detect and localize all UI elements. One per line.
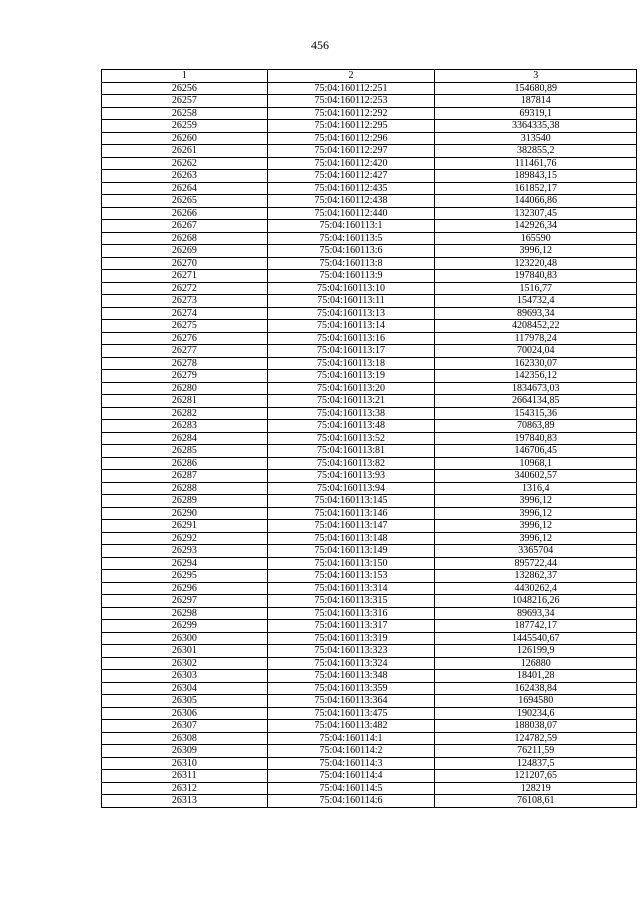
row-number-cell: 26278 — [102, 357, 268, 370]
table-row — [102, 370, 637, 383]
value-cell: 154732,4 — [435, 295, 637, 308]
value-cell: 121207,65 — [435, 770, 637, 783]
cadastral-number-cell: 75:04:160113:17 — [267, 345, 435, 358]
row-number-cell: 26285 — [102, 445, 268, 458]
table-row — [102, 620, 637, 633]
value-cell: 1316,4 — [435, 482, 637, 495]
cadastral-number-cell: 75:04:160113:93 — [267, 470, 435, 483]
row-number-cell: 26258 — [102, 107, 268, 120]
row-number-cell: 26277 — [102, 345, 268, 358]
cadastral-number-cell: 75:04:160113:20 — [267, 382, 435, 395]
table-row — [102, 195, 637, 208]
value-cell: 124782,59 — [435, 732, 637, 745]
row-number-cell: 26267 — [102, 220, 268, 233]
table-row — [102, 670, 637, 683]
row-number-cell: 26300 — [102, 632, 268, 645]
value-cell: 1048216,26 — [435, 595, 637, 608]
cadastral-number-cell: 75:04:160113:81 — [267, 445, 435, 458]
table-row — [102, 132, 637, 145]
value-cell: 895722,44 — [435, 557, 637, 570]
table-row — [102, 657, 637, 670]
table-row — [102, 470, 637, 483]
cadastral-number-cell: 75:04:160113:149 — [267, 545, 435, 558]
table-row — [102, 82, 637, 95]
table-row — [102, 632, 637, 645]
table-row — [102, 682, 637, 695]
table-row — [102, 770, 637, 783]
row-number-cell: 26284 — [102, 432, 268, 445]
value-cell: 161852,17 — [435, 182, 637, 195]
row-number-cell: 26283 — [102, 420, 268, 433]
row-number-cell: 26280 — [102, 382, 268, 395]
table-row — [102, 107, 637, 120]
cadastral-number-cell: 75:04:160113:317 — [267, 620, 435, 633]
value-cell: 4208452,22 — [435, 320, 637, 333]
table-row — [102, 795, 637, 808]
cadastral-number-cell: 75:04:160112:253 — [267, 95, 435, 108]
value-cell: 111461,76 — [435, 157, 637, 170]
table-row — [102, 345, 637, 358]
cadastral-number-cell: 75:04:160113:475 — [267, 707, 435, 720]
cadastral-number-cell: 75:04:160114:1 — [267, 732, 435, 745]
table-row — [102, 495, 637, 508]
table-row — [102, 320, 637, 333]
row-number-cell: 26304 — [102, 682, 268, 695]
row-number-cell: 26302 — [102, 657, 268, 670]
table-row — [102, 245, 637, 258]
value-cell: 70024,04 — [435, 345, 637, 358]
row-number-cell: 26263 — [102, 170, 268, 183]
row-number-cell: 26297 — [102, 595, 268, 608]
cadastral-number-cell: 75:04:160112:420 — [267, 157, 435, 170]
row-number-cell: 26301 — [102, 645, 268, 658]
cadastral-number-cell: 75:04:160113:14 — [267, 320, 435, 333]
data-table — [101, 69, 637, 808]
row-number-cell: 26268 — [102, 232, 268, 245]
value-cell: 3996,12 — [435, 245, 637, 258]
table-row — [102, 282, 637, 295]
value-cell: 128219 — [435, 782, 637, 795]
cadastral-number-cell: 75:04:160113:19 — [267, 370, 435, 383]
table-body — [102, 82, 637, 807]
value-cell: 142356,12 — [435, 370, 637, 383]
table-row — [102, 407, 637, 420]
table-row — [102, 707, 637, 720]
row-number-cell: 26295 — [102, 570, 268, 583]
value-cell: 76108,61 — [435, 795, 637, 808]
cadastral-number-cell: 75:04:160113:9 — [267, 270, 435, 283]
table-row — [102, 482, 637, 495]
row-number-cell: 26260 — [102, 132, 268, 145]
table-row — [102, 595, 637, 608]
value-cell: 165590 — [435, 232, 637, 245]
row-number-cell: 26313 — [102, 795, 268, 808]
row-number-cell: 26279 — [102, 370, 268, 383]
row-number-cell: 26270 — [102, 257, 268, 270]
value-cell: 382855,2 — [435, 145, 637, 158]
table-row — [102, 570, 637, 583]
cadastral-number-cell: 75:04:160113:323 — [267, 645, 435, 658]
row-number-cell: 26287 — [102, 470, 268, 483]
table-row — [102, 170, 637, 183]
table-row — [102, 257, 637, 270]
table-row — [102, 395, 637, 408]
cadastral-number-cell: 75:04:160113:146 — [267, 507, 435, 520]
row-number-cell: 26312 — [102, 782, 268, 795]
value-cell: 3996,12 — [435, 495, 637, 508]
value-cell: 2664134,85 — [435, 395, 637, 408]
row-number-cell: 26276 — [102, 332, 268, 345]
row-number-cell: 26310 — [102, 757, 268, 770]
value-cell: 18401,28 — [435, 670, 637, 683]
table-row — [102, 607, 637, 620]
cadastral-number-cell: 75:04:160113:11 — [267, 295, 435, 308]
value-cell: 70863,89 — [435, 420, 637, 433]
row-number-cell: 26262 — [102, 157, 268, 170]
cadastral-number-cell: 75:04:160113:315 — [267, 595, 435, 608]
table-row — [102, 357, 637, 370]
value-cell: 197840,83 — [435, 270, 637, 283]
row-number-cell: 26305 — [102, 695, 268, 708]
value-cell: 3365704 — [435, 545, 637, 558]
table-row — [102, 432, 637, 445]
value-cell: 4430262,4 — [435, 582, 637, 595]
value-cell: 187814 — [435, 95, 637, 108]
table-row — [102, 545, 637, 558]
cadastral-number-cell: 75:04:160114:4 — [267, 770, 435, 783]
table-row — [102, 182, 637, 195]
table-row — [102, 307, 637, 320]
table-row — [102, 582, 637, 595]
row-number-cell: 26266 — [102, 207, 268, 220]
value-cell: 162438,84 — [435, 682, 637, 695]
table-row — [102, 270, 637, 283]
table-row — [102, 457, 637, 470]
cadastral-number-cell: 75:04:160113:482 — [267, 720, 435, 733]
row-number-cell: 26281 — [102, 395, 268, 408]
value-cell: 1445540,67 — [435, 632, 637, 645]
table-row — [102, 520, 637, 533]
table-row — [102, 757, 637, 770]
table-row — [102, 745, 637, 758]
value-cell: 1834673,03 — [435, 382, 637, 395]
value-cell: 154315,36 — [435, 407, 637, 420]
value-cell: 154680,89 — [435, 82, 637, 95]
cadastral-number-cell: 75:04:160113:1 — [267, 220, 435, 233]
table-row — [102, 220, 637, 233]
cadastral-number-cell: 75:04:160113:348 — [267, 670, 435, 683]
value-cell: 3996,12 — [435, 520, 637, 533]
value-cell: 188038,07 — [435, 720, 637, 733]
row-number-cell: 26296 — [102, 582, 268, 595]
value-cell: 132307,45 — [435, 207, 637, 220]
cadastral-number-cell: 75:04:160113:145 — [267, 495, 435, 508]
row-number-cell: 26294 — [102, 557, 268, 570]
row-number-cell: 26257 — [102, 95, 268, 108]
value-cell: 1516,77 — [435, 282, 637, 295]
row-number-cell: 26288 — [102, 482, 268, 495]
row-number-cell: 26303 — [102, 670, 268, 683]
cadastral-number-cell: 75:04:160113:153 — [267, 570, 435, 583]
cadastral-number-cell: 75:04:160112:435 — [267, 182, 435, 195]
row-number-cell: 26286 — [102, 457, 268, 470]
cadastral-number-cell: 75:04:160113:16 — [267, 332, 435, 345]
cadastral-number-cell: 75:04:160113:148 — [267, 532, 435, 545]
row-number-cell: 26311 — [102, 770, 268, 783]
cadastral-number-cell: 75:04:160113:8 — [267, 257, 435, 270]
row-number-cell: 26299 — [102, 620, 268, 633]
value-cell: 126880 — [435, 657, 637, 670]
row-number-cell: 26293 — [102, 545, 268, 558]
row-number-cell: 26259 — [102, 120, 268, 133]
row-number-cell: 26298 — [102, 607, 268, 620]
column-header: 2 — [267, 70, 435, 83]
cadastral-number-cell: 75:04:160112:440 — [267, 207, 435, 220]
row-number-cell: 26272 — [102, 282, 268, 295]
cadastral-number-cell: 75:04:160113:21 — [267, 395, 435, 408]
row-number-cell: 26256 — [102, 82, 268, 95]
table-row — [102, 157, 637, 170]
cadastral-number-cell: 75:04:160114:2 — [267, 745, 435, 758]
value-cell: 144066,86 — [435, 195, 637, 208]
cadastral-number-cell: 75:04:160113:94 — [267, 482, 435, 495]
value-cell: 162330,07 — [435, 357, 637, 370]
page-number: 456 — [311, 38, 329, 52]
row-number-cell: 26264 — [102, 182, 268, 195]
table-row — [102, 382, 637, 395]
value-cell: 69319,1 — [435, 107, 637, 120]
table-row — [102, 557, 637, 570]
cadastral-number-cell: 75:04:160113:314 — [267, 582, 435, 595]
value-cell: 3996,12 — [435, 532, 637, 545]
row-number-cell: 26309 — [102, 745, 268, 758]
table-row — [102, 232, 637, 245]
table-row — [102, 445, 637, 458]
row-number-cell: 26274 — [102, 307, 268, 320]
cadastral-number-cell: 75:04:160112:251 — [267, 82, 435, 95]
value-cell: 3364335,38 — [435, 120, 637, 133]
row-number-cell: 26261 — [102, 145, 268, 158]
cadastral-number-cell: 75:04:160113:48 — [267, 420, 435, 433]
row-number-cell: 26273 — [102, 295, 268, 308]
table-row — [102, 695, 637, 708]
cadastral-number-cell: 75:04:160113:324 — [267, 657, 435, 670]
table-row — [102, 720, 637, 733]
row-number-cell: 26275 — [102, 320, 268, 333]
cadastral-number-cell: 75:04:160113:6 — [267, 245, 435, 258]
value-cell: 123220,48 — [435, 257, 637, 270]
value-cell: 1694580 — [435, 695, 637, 708]
row-number-cell: 26308 — [102, 732, 268, 745]
cadastral-number-cell: 75:04:160113:82 — [267, 457, 435, 470]
cadastral-number-cell: 75:04:160113:364 — [267, 695, 435, 708]
cadastral-number-cell: 75:04:160114:5 — [267, 782, 435, 795]
value-cell: 146706,45 — [435, 445, 637, 458]
table-row — [102, 782, 637, 795]
cadastral-number-cell: 75:04:160113:316 — [267, 607, 435, 620]
value-cell: 3996,12 — [435, 507, 637, 520]
value-cell: 187742,17 — [435, 620, 637, 633]
value-cell: 89693,34 — [435, 607, 637, 620]
row-number-cell: 26306 — [102, 707, 268, 720]
cadastral-number-cell: 75:04:160113:319 — [267, 632, 435, 645]
value-cell: 190234,6 — [435, 707, 637, 720]
cadastral-number-cell: 75:04:160114:3 — [267, 757, 435, 770]
value-cell: 313540 — [435, 132, 637, 145]
value-cell: 142926,34 — [435, 220, 637, 233]
row-number-cell: 26269 — [102, 245, 268, 258]
cadastral-number-cell: 75:04:160113:13 — [267, 307, 435, 320]
cadastral-number-cell: 75:04:160112:427 — [267, 170, 435, 183]
table-row — [102, 120, 637, 133]
cadastral-number-cell: 75:04:160114:6 — [267, 795, 435, 808]
column-header: 1 — [102, 70, 268, 83]
table-row — [102, 95, 637, 108]
cadastral-number-cell: 75:04:160112:438 — [267, 195, 435, 208]
value-cell: 89693,34 — [435, 307, 637, 320]
table-row — [102, 332, 637, 345]
value-cell: 189843,15 — [435, 170, 637, 183]
table-row — [102, 645, 637, 658]
table-header-row — [102, 70, 637, 83]
value-cell: 117978,24 — [435, 332, 637, 345]
value-cell: 340602,57 — [435, 470, 637, 483]
cadastral-number-cell: 75:04:160113:147 — [267, 520, 435, 533]
table-row — [102, 732, 637, 745]
cadastral-number-cell: 75:04:160112:292 — [267, 107, 435, 120]
cadastral-number-cell: 75:04:160113:359 — [267, 682, 435, 695]
row-number-cell: 26265 — [102, 195, 268, 208]
value-cell: 126199,9 — [435, 645, 637, 658]
value-cell: 10968,1 — [435, 457, 637, 470]
table-row — [102, 145, 637, 158]
cadastral-number-cell: 75:04:160113:18 — [267, 357, 435, 370]
row-number-cell: 26307 — [102, 720, 268, 733]
cadastral-number-cell: 75:04:160112:297 — [267, 145, 435, 158]
value-cell: 132862,37 — [435, 570, 637, 583]
row-number-cell: 26289 — [102, 495, 268, 508]
table-row — [102, 507, 637, 520]
table-row — [102, 420, 637, 433]
cadastral-number-cell: 75:04:160113:150 — [267, 557, 435, 570]
value-cell: 197840,83 — [435, 432, 637, 445]
column-header: 3 — [435, 70, 637, 83]
value-cell: 124837,5 — [435, 757, 637, 770]
row-number-cell: 26271 — [102, 270, 268, 283]
table-row — [102, 295, 637, 308]
cadastral-number-cell: 75:04:160113:38 — [267, 407, 435, 420]
row-number-cell: 26291 — [102, 520, 268, 533]
cadastral-number-cell: 75:04:160113:52 — [267, 432, 435, 445]
row-number-cell: 26292 — [102, 532, 268, 545]
cadastral-number-cell: 75:04:160113:10 — [267, 282, 435, 295]
cadastral-number-cell: 75:04:160112:296 — [267, 132, 435, 145]
table-row — [102, 207, 637, 220]
row-number-cell: 26282 — [102, 407, 268, 420]
table-row — [102, 532, 637, 545]
value-cell: 76211,59 — [435, 745, 637, 758]
row-number-cell: 26290 — [102, 507, 268, 520]
cadastral-number-cell: 75:04:160112:295 — [267, 120, 435, 133]
cadastral-number-cell: 75:04:160113:5 — [267, 232, 435, 245]
